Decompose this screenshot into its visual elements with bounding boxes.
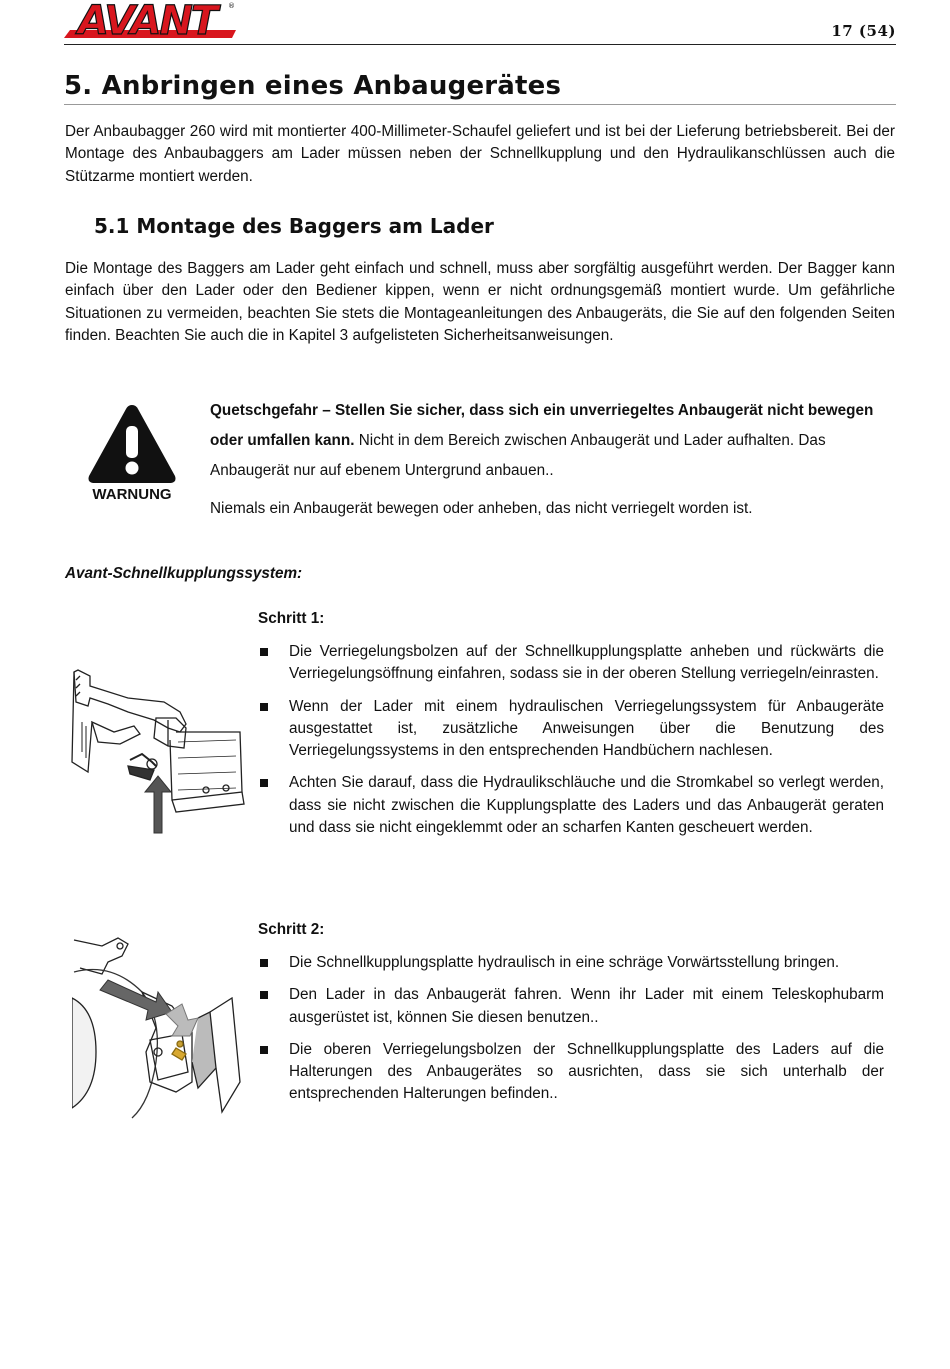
list-item-text: Den Lader in das Anbaugerät fahren. Wenn ihr Lader mit einem Teleskophubarm ausgerüstet ist, können Sie diesen benutzen.. [289, 986, 884, 1026]
step2-list [258, 952, 884, 1116]
warning-text [210, 396, 885, 486]
quick-coupling-heading: Avant-Schnellkupplungssystem: [65, 565, 303, 582]
warning-bold-text: Quetschgefahr – Stellen Sie sicher, dass sich ein unverriegeltes Anbaugerät nicht bewegen oder umfallen kann. [210, 402, 874, 449]
step1-title: Schritt 1: [258, 610, 325, 627]
list-item-text: Die oberen Verriegelungsbolzen der Schnellkupplungsplatte des Laders auf die Halterungen des Anbaugerätes so ausrichten, dass sie sich unterhalb der entsprechenden Halterungen befinden.. [289, 1040, 884, 1103]
list-item-text: Wenn der Lader mit einem hydraulischen Verriegelungssystem für Anbaugeräte ausgestattet ist, zusätzliche Anweisungen über die Benutzung des Verriegelungssystems in den entsprechenden Handbüchern nachlesen. [289, 697, 884, 760]
warning-second-line: Niemals ein Anbaugerät bewegen oder anheben, das nicht verriegelt worden ist. [210, 500, 753, 517]
warning-normal-text: Nicht in dem Bereich zwischen Anbaugerät und Lader aufhalten. Das Anbaugerät nur auf ebenem Untergrund anbauen.. [210, 432, 826, 479]
subsection-title: 5.1 Montage des Baggers am Lader [94, 214, 494, 238]
list-item [258, 772, 884, 839]
warning-label: WARNUNG [92, 486, 172, 503]
avant-logo [64, 0, 236, 40]
list-item [258, 696, 884, 763]
step2-title: Schritt 2: [258, 921, 325, 938]
list-item [258, 984, 884, 1029]
list-item-text: Achten Sie darauf, dass die Hydraulikschläuche und die Stromkabel so verlegt werden, dass sie nicht zwischen die Kupplungsplatte des Laders und das Anbaugerät geraten und dass sie nicht eingeklemmt oder an scharfen Kanten gescheuert werden. [289, 774, 884, 837]
section-intro: Der Anbaubagger 260 wird mit montierter 400-Millimeter-Schaufel geliefert und ist bei der Lieferung betriebsbereit. Bei der Montage des Anbaubaggers am Lader müssen neben der Schnellkupplung und den Hydraulikanschlüssen auch die Stützarme montiert werden. [65, 123, 895, 185]
list-item-text: Die Verriegelungsbolzen auf der Schnellkupplungsplatte anheben und rückwärts die Verriegelungsöffnung einfahren, sodass sie in der oberen Stellung verriegeln/einrasten. [289, 643, 884, 683]
warning-triangle-icon [86, 402, 178, 486]
section-title: 5. Anbringen eines Anbaugerätes [64, 71, 562, 101]
bullet-icon [260, 991, 268, 999]
page-number: 17 (54) [831, 22, 896, 40]
list-item [258, 1039, 884, 1106]
bullet-icon [260, 959, 268, 967]
section-title-divider [64, 104, 896, 105]
step2-illustration [72, 932, 242, 1120]
subsection-text: Die Montage des Baggers am Lader geht einfach und schnell, muss aber sorgfältig ausgeführt werden. Der Bagger kann einfach über den Lader oder den Bediener kippen, wenn er nicht ordnungsgemäß montiert wurde. Um gefährliche Situationen zu vermeiden, beachten Sie stets die Montageanleitungen des Anbaugeräts, die Sie auf den folgenden Seiten finden. Beachten Sie auch die in Kapitel 3 aufgelisteten Sicherheitsanweisungen. [65, 260, 895, 344]
list-item [258, 641, 884, 686]
header-divider [64, 44, 896, 45]
step1-illustration [68, 662, 248, 837]
svg-text:®: ® [228, 2, 235, 10]
list-item [258, 952, 884, 974]
bullet-icon [260, 779, 268, 787]
svg-text:AVANT: AVANT [78, 0, 217, 40]
bullet-icon [260, 1046, 268, 1054]
step1-list [258, 641, 884, 849]
bullet-icon [260, 648, 268, 656]
list-item-text: Die Schnellkupplungsplatte hydraulisch in eine schräge Vorwärtsstellung bringen. [289, 954, 840, 971]
bullet-icon [260, 703, 268, 711]
